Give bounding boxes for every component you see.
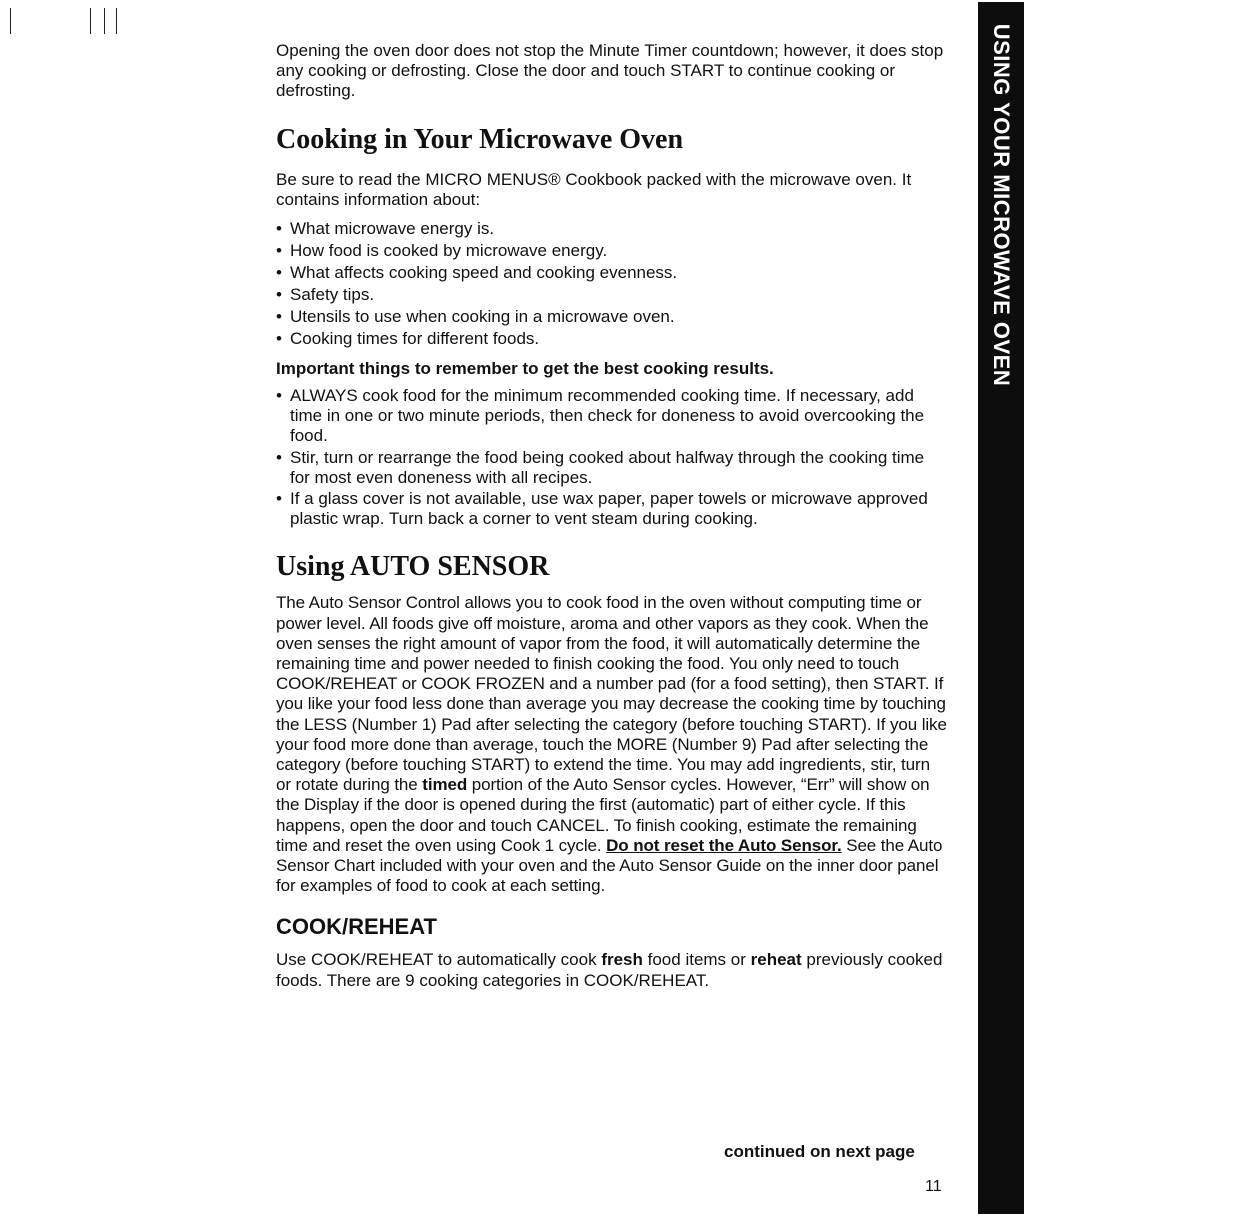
scan-mark bbox=[90, 8, 91, 34]
cook-reheat-paragraph bbox=[276, 950, 948, 990]
important-heading: Important things to remember to get the best cooking results. bbox=[276, 359, 774, 379]
list-item: • If a glass cover is not available, use wax paper, paper towels or microwave approved plastic wrap. Turn back a corner to vent steam during cooking. bbox=[276, 489, 948, 529]
auto-sensor-heading: Using AUTO SENSOR bbox=[276, 551, 550, 583]
section-tab-label: USING YOUR MICROWAVE OVEN bbox=[989, 23, 1014, 387]
cook-reheat-text-1: Use COOK/REHEAT to automatically cook bbox=[276, 950, 602, 970]
page-number: 11 bbox=[925, 1178, 942, 1195]
cook-reheat-text-2: food items or bbox=[642, 950, 751, 970]
scan-mark bbox=[104, 8, 105, 34]
list-item: • Cooking times for different foods. bbox=[276, 328, 948, 350]
auto-sensor-warning: Do not reset the Auto Sensor. bbox=[606, 835, 842, 855]
cooking-heading: Cooking in Your Microwave Oven bbox=[276, 123, 684, 155]
page-content bbox=[276, 41, 948, 991]
scan-mark bbox=[116, 8, 117, 34]
list-item: • Safety tips. bbox=[276, 284, 948, 306]
list-item: • How food is cooked by microwave energy. bbox=[276, 240, 948, 262]
list-item: • What affects cooking speed and cooking evenness. bbox=[276, 262, 948, 284]
cook-reheat-fresh-bold: fresh bbox=[601, 950, 643, 970]
cookbook-topics-list bbox=[276, 218, 948, 350]
list-item: • Stir, turn or rearrange the food being cooked about halfway through the cooking time for most even doneness with all recipes. bbox=[276, 448, 948, 488]
list-item: • ALWAYS cook food for the minimum recommended cooking time. If necessary, add time in one or two minute periods, then check for doneness to avoid overcooking the food. bbox=[276, 386, 948, 447]
continued-note: continued on next page bbox=[724, 1142, 915, 1161]
auto-sensor-paragraph bbox=[276, 593, 948, 896]
list-item: • Utensils to use when cooking in a microwave oven. bbox=[276, 306, 948, 328]
auto-sensor-text-2: portion of the Auto Sensor cycles. However, “Err” will show on the Display if the door is opened during the first (automatic) part of either cycle. If this happens, open the door and touch CANCEL. To finish cooking, estimate the remaining time and reset the oven using Cook 1 cycle. bbox=[276, 775, 930, 855]
cooking-tips-list bbox=[276, 386, 948, 529]
scan-mark bbox=[10, 8, 11, 34]
auto-sensor-timed-bold: timed bbox=[422, 775, 468, 795]
intro-paragraph: Opening the oven door does not stop the Minute Timer countdown; however, it does stop any cooking or defrosting. Close the door and touch START to continue cooking or defrosting. bbox=[276, 41, 944, 101]
cook-reheat-text-3: previously cooked foods. There are 9 cooking categories in COOK/REHEAT. bbox=[276, 950, 943, 990]
cook-reheat-reheat-bold: reheat bbox=[750, 950, 802, 970]
auto-sensor-text-3: See the Auto Sensor Chart included with your oven and the Auto Sensor Guide on the inner door panel for examples of food to cook at each setting. bbox=[276, 835, 943, 896]
list-item: • What microwave energy is. bbox=[276, 218, 948, 240]
auto-sensor-text-1: The Auto Sensor Control allows you to cook food in the oven without computing time or power level. All foods give off moisture, aroma and other vapors as they cook. When the oven senses the right amount of vapor from the food, it will automatically determine the remaining time and power needed to finish cooking the food. You only need to touch COOK/REHEAT or COOK FROZEN and a number pad (for a food setting), then START. If you like your food less done than average you may decrease the cooking time by touching the LESS (Number 1) Pad after selecting the category (before touching START). If you like your food more done than average, touch the MORE (Number 9) Pad after selecting the category (before touching START) to extend the time. You may add ingredients, stir, turn or rotate during the bbox=[276, 593, 947, 795]
cookbook-paragraph: Be sure to read the MICRO MENUS® Cookbook packed with the microwave oven. It contains information about: bbox=[276, 169, 912, 209]
cook-reheat-heading: COOK/REHEAT bbox=[276, 914, 437, 940]
